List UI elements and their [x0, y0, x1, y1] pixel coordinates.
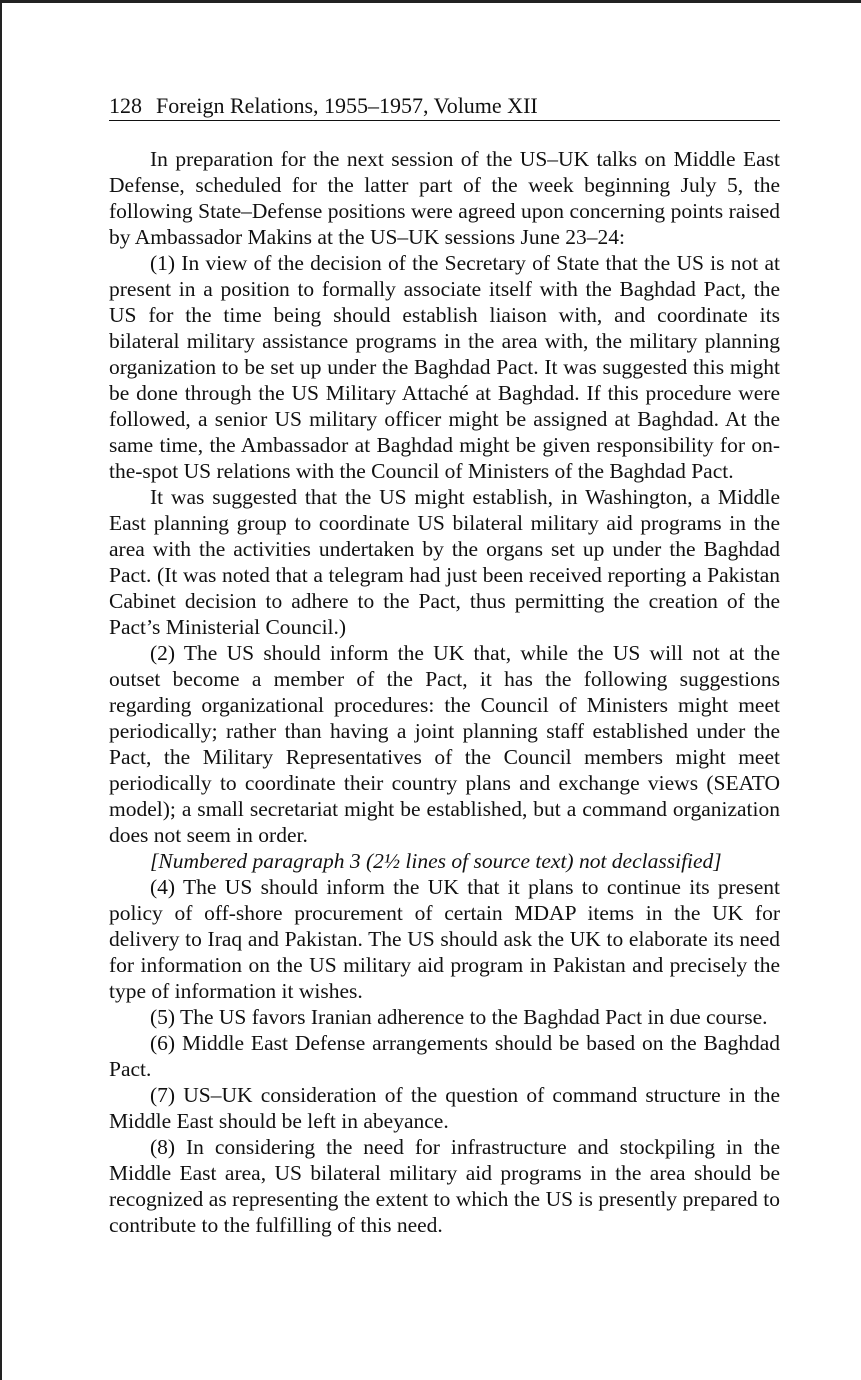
paragraph-3-redacted: [Numbered paragraph 3 (2½ lines of source text) not declassified]: [150, 849, 722, 873]
paragraph-8: (8) In considering the need for infrastructure and stockpiling in the Middle East area, US bilateral military aid programs in the area should be recognized as representing the extent to which the US is presently prepared to contribute to the fulfilling of this need.: [109, 1135, 780, 1237]
paragraph-7: (7) US–UK consideration of the question of command structure in the Middle East should be left in abeyance.: [109, 1083, 780, 1133]
paragraph-5: (5) The US favors Iranian adherence to the Baghdad Pact in due course.: [150, 1005, 768, 1029]
paragraph-2: (2) The US should inform the UK that, while the US will not at the outset become a member of the Pact, it has the following suggestions regarding organizational procedures: the Council of Ministers might meet periodically; rather than having a joint planning staff established under the Pact, the Military Representatives of the Council members might meet periodically to coordinate their country plans and exchange views (SEATO model); a small secretariat might be established, but a command organization does not seem in order.: [109, 641, 780, 847]
paragraph-intro: In preparation for the next session of the US–UK talks on Middle East Defense, scheduled for the latter part of the week beginning July 5, the following State–Defense positions were agreed upon concerning points raised by Ambassador Makins at the US–UK sessions June 23–24:: [109, 147, 780, 249]
paragraph-4: (4) The US should inform the UK that it plans to continue its present policy of off-shore procurement of certain MDAP items in the UK for delivery to Iraq and Pakistan. The US should ask the UK to elaborate its need for information on the US military aid program in Pakistan and precisely the type of information it wishes.: [109, 875, 780, 1003]
page-number: 128: [109, 93, 142, 118]
paragraph-1: (1) In view of the decision of the Secretary of State that the US is not at present in a position to formally associate itself with the Baghdad Pact, the US for the time being should establish liaison with, and coordinate its bilateral military assistance programs in the area with, the military planning organization to be set up under the Baghdad Pact. It was suggested this might be done through the US Military Attaché at Baghdad. If this procedure were followed, a senior US military officer might be assigned at Baghdad. At the same time, the Ambassador at Baghdad might be given responsibility for on-the-spot US relations with the Council of Ministers of the Baghdad Pact.: [109, 251, 780, 483]
paragraph-6: (6) Middle East Defense arrangements should be based on the Baghdad Pact.: [109, 1031, 780, 1081]
paragraph-1-continued: It was suggested that the US might establish, in Washington, a Middle East planning group to coordinate US bilateral military aid programs in the area with the activities undertaken by the organs set up under the Baghdad Pact. (It was noted that a telegram had just been received reporting a Pakistan Cabinet decision to adhere to the Pact, thus permitting the creation of the Pact’s Ministerial Council.): [109, 485, 780, 639]
running-title: Foreign Relations, 1955–1957, Volume XII: [156, 93, 538, 118]
body-text: [109, 146, 780, 1238]
running-header: [109, 92, 780, 121]
